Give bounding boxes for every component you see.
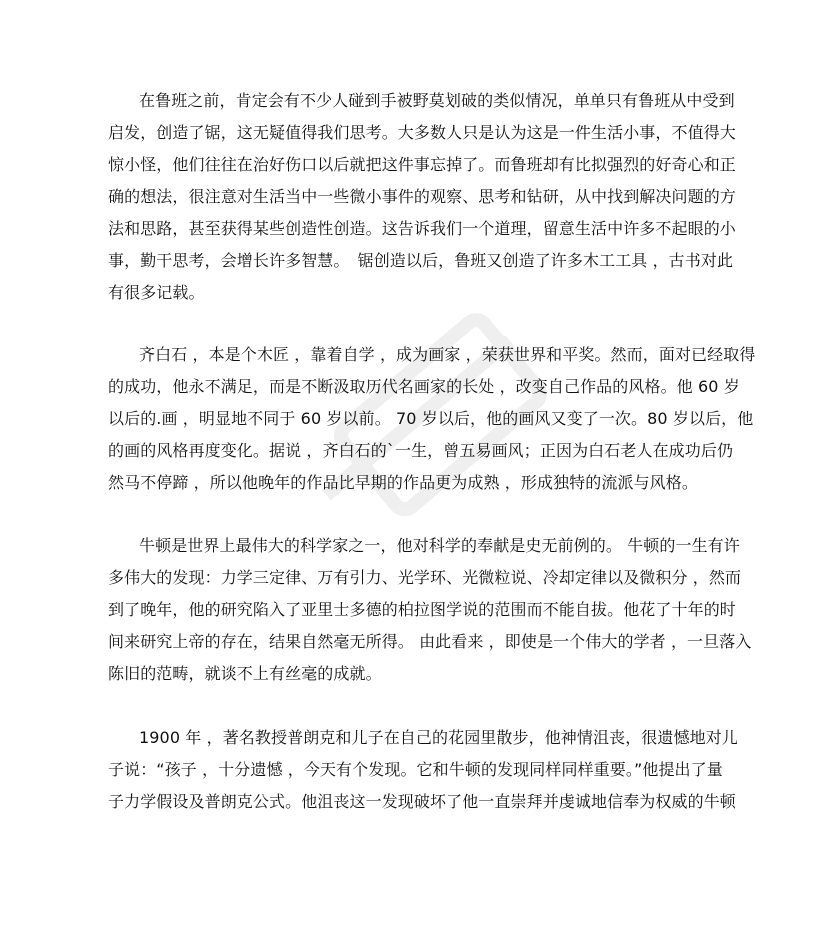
text-line: 子力学假设及普朗克公式。他沮丧这一发现破坏了他一直崇拜并虔诚地信奉为权威的牛顿 (108, 792, 736, 811)
text-line: 多伟大的发现：力学三定律、万有引力、光学环、光微粒说、冷却定律以及微积分 ，然而 (108, 568, 742, 587)
text-line: 陈旧的范畴，就谈不上有丝毫的成就。 (108, 664, 382, 683)
text-line: 然马不停蹄 ，所以他晚年的作品比早期的作品更为成熟 ，形成独特的流派与风格。 (108, 473, 698, 492)
text-line: 的成功，他永不满足，而是不断汲取历代名画家的长处 ，改变自己作品的风格。他 60 岁 (108, 377, 740, 396)
text-line: 确的想法，很注意对生活当中一些微小事件的观察、思考和钻研，从中找到解决问题的方 (108, 187, 736, 206)
text-line: 间来研究上帝的存在，结果自然毫无所得。 由此看来 ，即使是一个伟大的学者 ，一旦落入 (108, 632, 752, 651)
text-line: 牛顿是世界上最伟大的科学家之一，他对科学的奉献是史无前例的。 牛顿的一生有许 (139, 536, 740, 555)
paragraph-luban (108, 85, 736, 309)
text-line: 有很多记载。 (108, 283, 205, 302)
text-line: 1900 年 ，著名教授普朗克和儿子在自己的花园里散步，他神情沮丧，很遗憾地对儿 (139, 728, 738, 747)
text-line: 到了晚年，他的研究陷入了亚里士多德的柏拉图学说的范围而不能自拔。他花了十年的时 (108, 600, 736, 619)
text-line: 以后的.画 ，明显地不同于 60 岁以前。 70 岁以后，他的画风又变了一次。80 岁以后，他 (108, 409, 754, 428)
paragraph-qibaishi (108, 339, 756, 499)
text-line: 惊小怪，他们往往在治好伤口以后就把这件事忘掉了。而鲁班却有比拟强烈的好奇心和正 (108, 155, 736, 174)
text-line: 法和思路，甚至获得某些创造性创造。这告诉我们一个道理，留意生活中许多不起眼的小 (108, 219, 736, 238)
paragraph-planck (108, 722, 738, 818)
text-line: 齐白石 ，本是个木匠 ，靠着自学 ，成为画家 ，荣获世界和平奖。然而，面对已经取得 (139, 345, 756, 364)
text-line: 启发，创造了锯，这无疑值得我们思考。大多数人只是认为这是一件生活小事，不值得大 (108, 123, 736, 142)
text-line: 在鲁班之前，肯定会有不少人碰到手被野莫划破的类似情况，单单只有鲁班从中受到 (139, 91, 735, 110)
text-line: 的画的风格再度变化。据说 ，齐白石的`一生，曾五易画风；正因为白石老人在成功后仍 (108, 441, 734, 460)
text-line: 子说：“孩子 ，十分遗憾 ，今天有个发现。它和牛顿的发现同样同样重要。”他提出了量 (108, 760, 723, 779)
text-line: 事，勤干思考，会增长许多智慧。 锯创造以后，鲁班又创造了许多木工工具 ，古书对此 (108, 251, 734, 270)
paragraph-newton (108, 530, 752, 690)
